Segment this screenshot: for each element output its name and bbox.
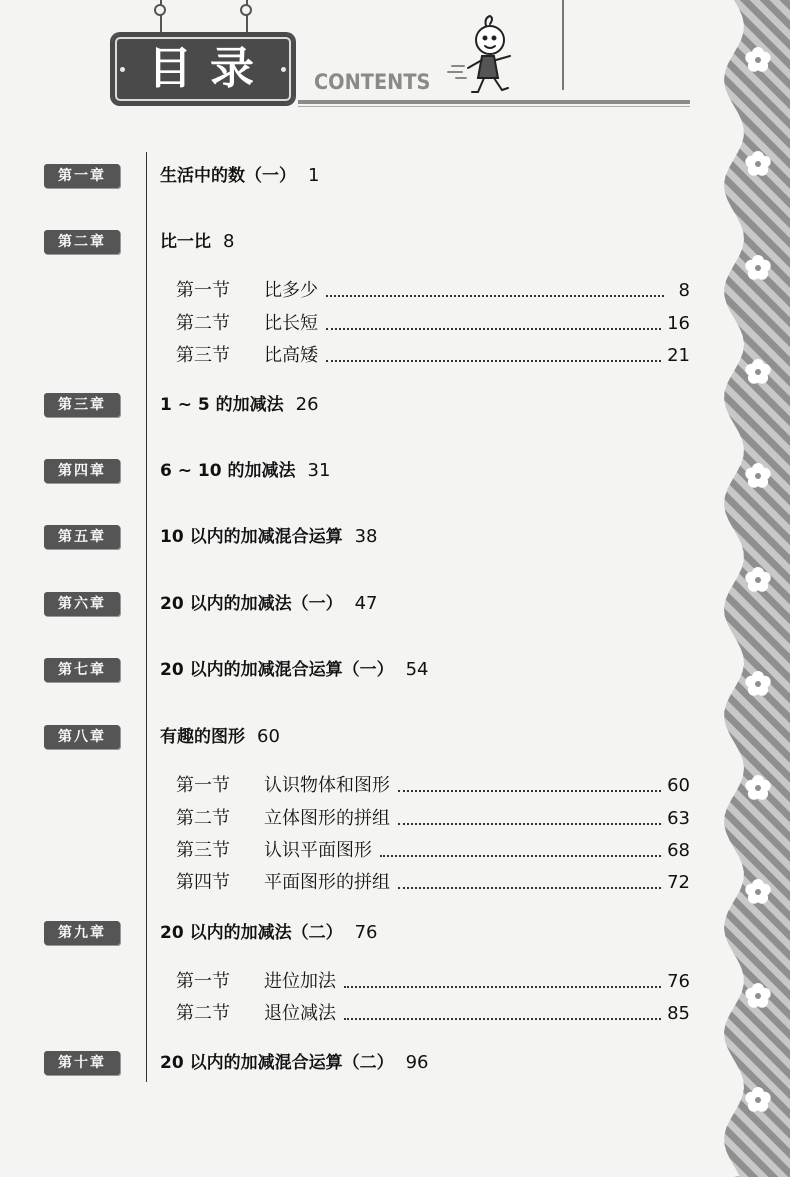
dot-leader [344,969,661,988]
section-entry[interactable] [176,838,690,864]
chapter-title: 20 以内的加减混合运算（一） [160,660,394,680]
chapter-title: 比一比 [160,232,211,252]
chapter-title: 20 以内的加减混合运算（二） [160,1053,394,1073]
section-entry[interactable] [176,343,690,369]
chapter-page: 1 [308,165,320,186]
section-title: 认识物体和图形 [264,775,390,796]
dot-leader [398,773,661,792]
section-title: 进位加法 [264,971,336,992]
section-page: 72 [667,872,690,893]
chapter-page: 47 [354,593,378,614]
section-page: 63 [667,808,690,829]
section-entry[interactable] [176,806,690,832]
section-number: 第一节 [176,280,230,301]
section-title: 比高矮 [264,345,318,366]
chapter-entry[interactable] [160,725,280,749]
section-page: 68 [667,840,690,861]
chapter-title: 有趣的图形 [160,727,245,747]
section-number: 第三节 [176,840,230,861]
chapter-page: 54 [405,659,429,680]
chapter-title: 6 ~ 10 的加减法 [160,461,296,481]
chapter-badge: 第三章 [44,393,120,417]
section-entry[interactable] [176,773,690,799]
dot-leader [326,343,661,362]
section-number: 第二节 [176,313,230,334]
section-title: 平面图形的拼组 [264,872,390,893]
dot-leader [326,311,661,330]
chapter-page: 8 [223,231,235,252]
section-page: 16 [667,313,690,334]
section-page: 76 [667,971,690,992]
chapter-badge: 第七章 [44,658,120,682]
chapter-page: 31 [307,460,331,481]
chapter-entry[interactable] [160,164,319,188]
section-entry[interactable] [176,278,690,304]
decorative-side-band [720,0,790,1177]
section-entry[interactable] [176,870,690,896]
chapter-entry[interactable] [160,393,319,417]
chapter-page: 96 [405,1052,429,1073]
section-number: 第四节 [176,872,230,893]
header-vertical-line [562,0,564,90]
chapter-title: 1 ~ 5 的加减法 [160,395,284,415]
chapter-entry[interactable] [160,658,428,682]
chapter-badge: 第十章 [44,1051,120,1075]
header-rule [298,100,690,104]
chapter-entry[interactable] [160,230,234,254]
section-title: 认识平面图形 [264,840,372,861]
dot-leader [398,870,661,889]
section-number: 第一节 [176,971,230,992]
chapter-entry[interactable] [160,525,377,549]
section-page: 85 [667,1003,690,1024]
page-title: 目录 [148,43,272,94]
string-knot [154,4,166,16]
header-rule-thin [298,106,690,107]
chapter-badge: 第二章 [44,230,120,254]
toc-divider [146,152,147,1082]
dot-leader [326,278,664,297]
chapter-badge: 第八章 [44,725,120,749]
chapter-badge: 第五章 [44,525,120,549]
section-number: 第三节 [176,345,230,366]
title-plate [112,34,294,104]
chapter-entry[interactable] [160,592,377,616]
chapter-badge: 第四章 [44,459,120,483]
section-title: 退位减法 [264,1003,336,1024]
chapter-title: 20 以内的加减法（二） [160,923,343,943]
section-number: 第二节 [176,808,230,829]
chapter-entry[interactable] [160,1051,428,1075]
section-title: 比多少 [264,280,318,301]
dot-leader [344,1001,661,1020]
mascot-icon [438,10,528,100]
section-entry[interactable] [176,311,690,337]
chapter-title: 生活中的数（一） [160,166,296,186]
chapter-entry[interactable] [160,459,330,483]
section-title: 比长短 [264,313,318,334]
section-number: 第一节 [176,775,230,796]
chapter-badge: 第九章 [44,921,120,945]
chapter-title: 10 以内的加减混合运算 [160,527,343,547]
contents-subtitle: CONTENTS [314,70,431,94]
chapter-title: 20 以内的加减法（一） [160,594,343,614]
dot-leader [380,838,661,857]
chapter-page: 38 [354,526,378,547]
chapter-page: 60 [257,726,280,747]
section-entry[interactable] [176,969,690,995]
chapter-page: 76 [354,922,378,943]
string-knot [240,4,252,16]
section-page: 8 [678,280,690,301]
chapter-page: 26 [295,394,319,415]
dot-leader [398,806,661,825]
section-page: 60 [667,775,690,796]
chapter-entry[interactable] [160,921,377,945]
chapter-badge: 第一章 [44,164,120,188]
chapter-badge: 第六章 [44,592,120,616]
section-number: 第二节 [176,1003,230,1024]
section-title: 立体图形的拼组 [264,808,390,829]
section-entry[interactable] [176,1001,690,1027]
section-page: 21 [667,345,690,366]
